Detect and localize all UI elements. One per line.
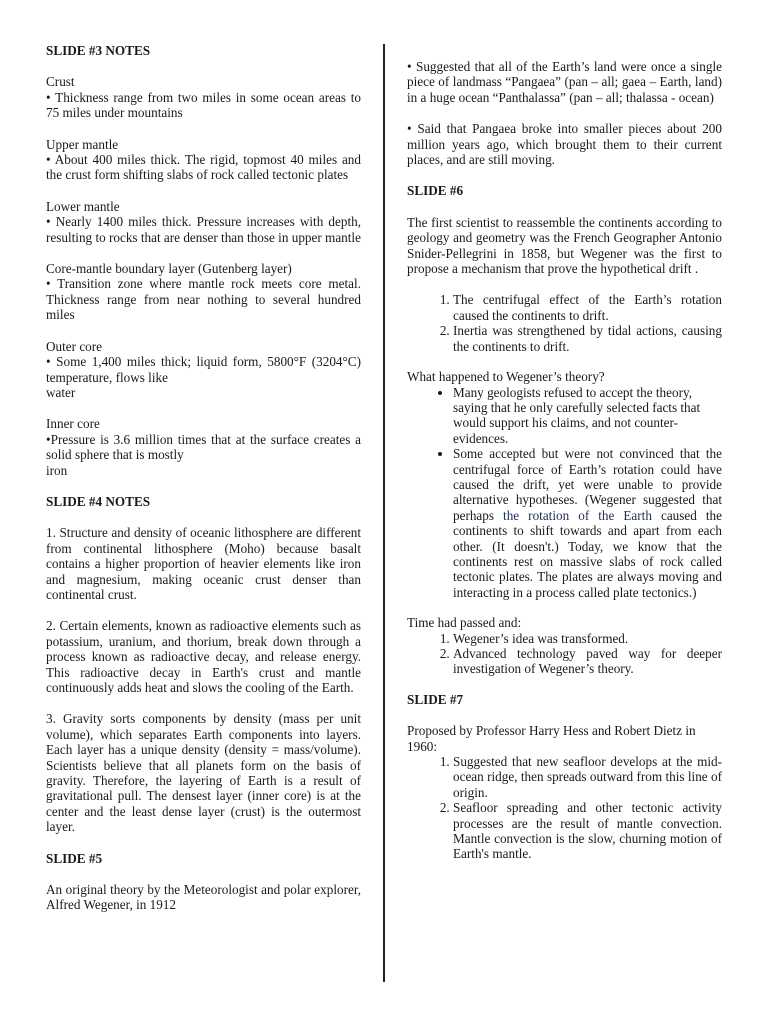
list-item: 2. Seafloor spreading and other tectonic activity processes are the result of mantle convection. Mantle convection is the slow, churning motion of Earth's mantle. <box>453 800 722 862</box>
bullet2-text-part2: caused the continents to shift towards and apart from each other. (It doesn't.) Today, we know that the continents rest on massive slabs of rock called tectonic plates. The plates are always moving and interacting in a process called plate tectonics.) <box>453 507 722 600</box>
crust-title: Crust <box>46 74 75 90</box>
outer-core-text: • Some 1,400 miles thick; liquid form, 5800°F (3204°C) temperature, flows like <box>46 354 361 385</box>
list-item: 2. Advanced technology paved way for deeper investigation of Wegener’s theory. <box>453 646 722 677</box>
inner-core-text-cont: iron <box>46 462 68 478</box>
rotation-of-earth-link[interactable]: the rotation of the Earth <box>503 507 652 523</box>
list-item: 2. Inertia was strengthened by tidal actions, causing the continents to drift. <box>453 323 722 354</box>
bullet2-text-part1: Some accepted but were not convinced that the centrifugal force of Earth’s rotation could have caused the drift, yet were unable to provide alternative hypotheses. (Wegener suggested that perhaps <box>453 446 722 523</box>
core-mantle-boundary-title: Core-mantle boundary layer (Gutenberg layer) <box>46 261 292 277</box>
wegener-reaction-list <box>407 385 722 601</box>
slide6-list <box>407 292 722 354</box>
list-item: 1. Suggested that new seafloor develops at the mid-ocean ridge, then spreads outward from this line of origin. <box>453 754 722 800</box>
slide7-intro: Proposed by Professor Harry Hess and Robert Dietz in 1960: <box>407 723 696 754</box>
what-happened-heading: What happened to Wegener’s theory? <box>407 369 605 385</box>
pangaea-breakup-paragraph: • Said that Pangaea broke into smaller pieces about 200 million years ago, which brought them to their current places, and are still moving. <box>407 121 722 168</box>
slide4-paragraph-3: 3. Gravity sorts components by density (mass per unit volume), which separates Earth components into layers. Each layer has a unique density (density = mass/volume). Scientists believe that all planets form on the basis of gravity. Therefore, the layering of Earth is a result of gravitational pull. The densest layer (inner core) is at the center and the least dense layer (crust) is the outermost layer. <box>46 711 361 835</box>
inner-core-title: Inner core <box>46 416 100 432</box>
slide5-heading: SLIDE #5 <box>46 850 103 866</box>
pangaea-paragraph: • Suggested that all of the Earth’s land were once a single piece of landmass “Pangaea” (pan – all; gaea – Earth, land) in a huge ocean “Panthalassa” (pan – all; thalassa - ocean) <box>407 59 722 105</box>
slide7-heading: SLIDE #7 <box>407 691 464 707</box>
lower-mantle-text: • Nearly 1400 miles thick. Pressure increases with depth, resulting to rocks that are denser than those in upper mantle <box>46 214 361 245</box>
slide6-heading: SLIDE #6 <box>407 183 464 199</box>
lower-mantle-section <box>46 199 361 245</box>
slide4-heading: SLIDE #4 NOTES <box>46 493 151 509</box>
slide4-paragraph-1: 1. Structure and density of oceanic lithosphere are different from continental lithosphere (Moho) because basalt contains a higher proportion of heavier elements like iron and magnesium, making oceanic crust denser than continental crust. <box>46 525 361 602</box>
upper-mantle-section <box>46 137 361 183</box>
outer-core-text-cont: water <box>46 384 76 400</box>
slide7-list <box>407 754 722 862</box>
lower-mantle-title: Lower mantle <box>46 198 120 214</box>
list-item: 1. Wegener’s idea was transformed. <box>453 631 722 646</box>
upper-mantle-text: • About 400 miles thick. The rigid, topmost 40 miles and the crust form shifting slabs of rock called tectonic plates <box>46 152 361 183</box>
crust-section <box>46 74 361 120</box>
slide4-paragraph-2: 2. Certain elements, known as radioactive elements such as potassium, uranium, and thorium, break down through a process known as radioactive decay, and release energy. This radioactive decay in Earth's crust and mantle continuously adds heat and slows the cooling of the Earth. <box>46 618 361 695</box>
inner-core-section <box>46 416 361 478</box>
left-column <box>46 43 361 929</box>
core-mantle-boundary-text: • Transition zone where mantle rock meets core metal. Thickness range from near nothing to several hundred miles <box>46 276 361 323</box>
right-column <box>407 59 722 877</box>
outer-core-title: Outer core <box>46 338 103 354</box>
inner-core-text: •Pressure is 3.6 million times that at the surface creates a solid sphere that is mostly <box>46 431 361 463</box>
crust-text: • Thickness range from two miles in some ocean areas to 75 miles under mountains <box>46 89 361 121</box>
column-divider <box>383 44 385 982</box>
upper-mantle-title: Upper mantle <box>46 136 119 152</box>
slide5-paragraph-1: An original theory by the Meteorologist and polar explorer, Alfred Wegener, in 1912 <box>46 882 361 913</box>
time-passed-list <box>407 631 722 677</box>
list-item: 1. The centrifugal effect of the Earth’s rotation caused the continents to drift. <box>453 292 722 323</box>
slide6-intro: The first scientist to reassemble the continents according to geology and geometry was the French Geographer Antonio Snider-Pellegrini in 1858, but Wegener was the first to propose a mechanism that prove the hypothetical drift . <box>407 214 722 277</box>
time-passed-heading: Time had passed and: <box>407 615 522 631</box>
slide3-heading: SLIDE #3 NOTES <box>46 43 151 58</box>
list-item: • Many geologists refused to accept the theory, saying that he only carefully selected facts that would support his claims, and not counter-evidences. <box>453 385 722 447</box>
list-item <box>453 446 722 600</box>
outer-core-section <box>46 339 361 401</box>
core-mantle-boundary-section <box>46 261 361 323</box>
